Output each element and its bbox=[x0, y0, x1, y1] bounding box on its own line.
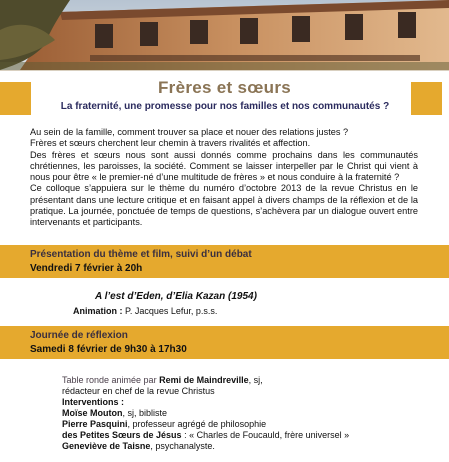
session2-date: Samedi 8 février de 9h30 à 17h30 bbox=[30, 344, 187, 355]
animation-line bbox=[73, 306, 217, 316]
intro-text bbox=[30, 127, 418, 229]
moderator-suffix: , sj, bbox=[248, 375, 263, 385]
header bbox=[0, 74, 449, 122]
speaker-name: Geneviève de Taisne bbox=[62, 441, 151, 451]
speaker-line bbox=[62, 441, 422, 452]
session1-heading: Présentation du thème et film, suivi d’un débat bbox=[30, 249, 252, 260]
page-subtitle: La fraternité, une promesse pour nos familles et nos communautés ? bbox=[60, 101, 390, 112]
session1-date: Vendredi 7 février à 20h bbox=[30, 263, 143, 274]
session2-details bbox=[62, 375, 422, 452]
speaker-name: Pierre Pasquini bbox=[62, 419, 128, 429]
speaker-role: , professeur agrégé de philosophie bbox=[127, 419, 267, 429]
building-facade-image bbox=[0, 0, 449, 70]
speaker-line bbox=[62, 408, 422, 419]
speaker-name: Moïse Mouton bbox=[62, 408, 123, 418]
speaker-line bbox=[62, 419, 422, 430]
banner-photo bbox=[0, 0, 449, 71]
interventions-label: Interventions : bbox=[62, 397, 125, 407]
table-ronde-prefix: Table ronde animée par bbox=[62, 375, 157, 385]
animation-value: P. Jacques Lefur, p.s.s. bbox=[125, 306, 218, 316]
intro-paragraph: Frères et sœurs cherchent leur chemin à travers rivalités et affection. bbox=[30, 138, 311, 149]
session1-band bbox=[0, 245, 449, 278]
speaker-role: , psychanalyste. bbox=[150, 441, 215, 451]
session2-heading: Journée de réflexion bbox=[30, 330, 128, 341]
speaker-name: des Petites Sœurs de Jésus bbox=[62, 430, 182, 440]
animation-label: Animation : bbox=[73, 306, 123, 316]
page-title: Frères et sœurs bbox=[158, 78, 291, 97]
speaker-role: : « Charles de Foucauld, frère universel » bbox=[181, 430, 350, 440]
table-ronde-line bbox=[62, 375, 422, 386]
session2-band bbox=[0, 326, 449, 359]
intro-paragraph: Des frères et sœurs nous sont aussi donnés comme prochains dans les communautés chrétiennes, les paroisses, la société. Comment se laisser interpeller par le Christ qui vient à nous pour être « le premier-né d’une multitude de frères » et nous conduire à la fraternité ? bbox=[30, 149, 418, 183]
film-title: A l’est d’Eden, d’Elia Kazan (1954) bbox=[95, 291, 257, 302]
speaker-role: , sj, bibliste bbox=[122, 408, 168, 418]
intro-paragraph: Ce colloque s’appuiera sur le thème du numéro d’octobre 2013 de la revue Christus en le présentant dans une lecture critique et en faisant appel à divers champs de la réflexion et de la pratique. La journée, ponctuée de temps de questions, s’achèvera par un dialogue ouvert entre intervenants et participants. bbox=[30, 183, 418, 228]
intro-paragraph: Au sein de la famille, comment trouver sa place et nouer des relations justes ? bbox=[30, 127, 349, 137]
moderator-name: Remi de Maindreville bbox=[159, 375, 249, 385]
speaker-line bbox=[62, 430, 422, 441]
moderator-role: rédacteur en chef de la revue Christus bbox=[62, 386, 215, 396]
